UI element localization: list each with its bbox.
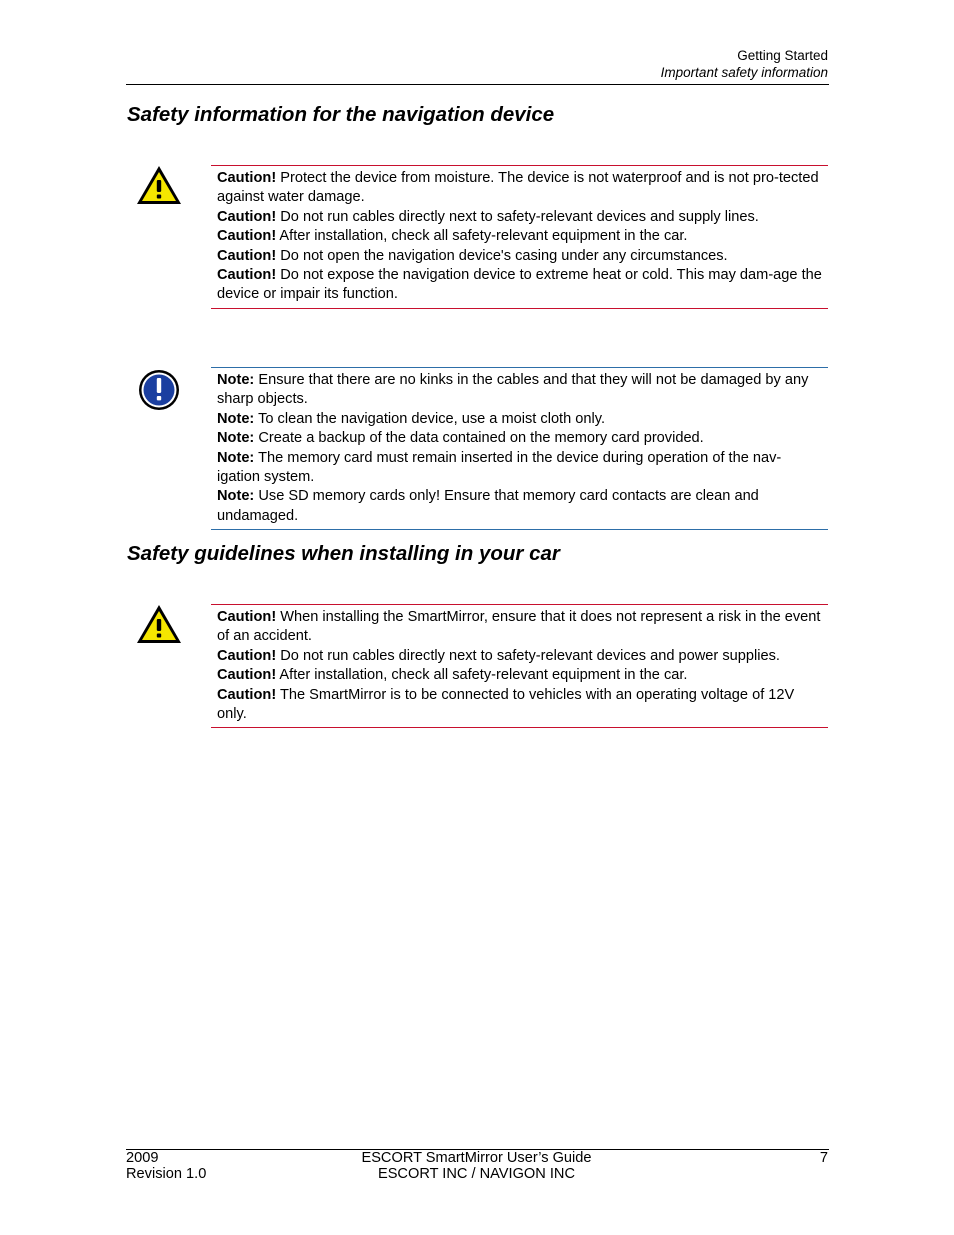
caution-item: Caution! When installing the SmartMirror, ensure that it does not represent a risk in the event of an accident. [217,609,821,645]
caution-item: Caution! After installation, check all safety-relevant equipment in the car. [217,228,688,245]
warning-icon [135,164,183,211]
note-item: Note: To clean the navigation device, use a moist cloth only. [217,410,606,427]
page-number: 7 [819,1150,828,1166]
caution-item: Caution! Do not run cables directly next to safety-relevant devices and supply lines. [217,208,759,225]
header-section: Important safety information [660,65,828,80]
caution-item: Caution! Do not open the navigation device's casing under any circumstances. [217,247,728,264]
footer-center [300,1150,653,1182]
footer-left [126,1150,206,1182]
caution-block-installing [211,604,828,728]
caution-item: Caution! Do not expose the navigation device to extreme heat or cold. This may dam-age the device or impair its function. [217,267,822,303]
caution-item: Caution! Do not run cables directly next to safety-relevant devices and power supplies. [217,647,780,664]
footer-company: ESCORT INC / NAVIGON INC [377,1166,576,1182]
note-icon [138,369,180,416]
footer-revision: Revision 1.0 [126,1166,207,1182]
section-title-installing-in-car: Safety guidelines when installing in your car [127,542,560,565]
note-item: Note: Create a backup of the data contained on the memory card provided. [217,430,704,447]
caution-item: Caution! The SmartMirror is to be connected to vehicles with an operating voltage of 12V only. [217,686,795,723]
caution-item: Caution! Protect the device from moisture. The device is not waterproof and is not pro-tected against water damage. [217,170,819,206]
footer-guide-title: ESCORT SmartMirror User’s Guide [361,1150,592,1166]
note-item: Note: The memory card must remain inserted in the device during operation of the nav-igation system. [217,449,782,486]
footer-year: 2009 [126,1150,159,1166]
caution-block-navigation-device [211,165,828,309]
note-block-navigation-device [211,367,828,530]
header-divider [126,84,829,85]
note-item: Note: Use SD memory cards only! Ensure that memory card contacts are clean and undamaged. [217,488,759,524]
warning-icon [135,603,183,650]
section-title-navigation-device: Safety information for the navigation device [127,103,555,126]
caution-item: Caution! After installation, check all safety-relevant equipment in the car. [217,667,688,684]
header-chapter: Getting Started [737,48,828,63]
note-item: Note: Ensure that there are no kinks in the cables and that they will not be damaged by any sharp objects. [217,372,809,408]
running-header [126,47,828,81]
